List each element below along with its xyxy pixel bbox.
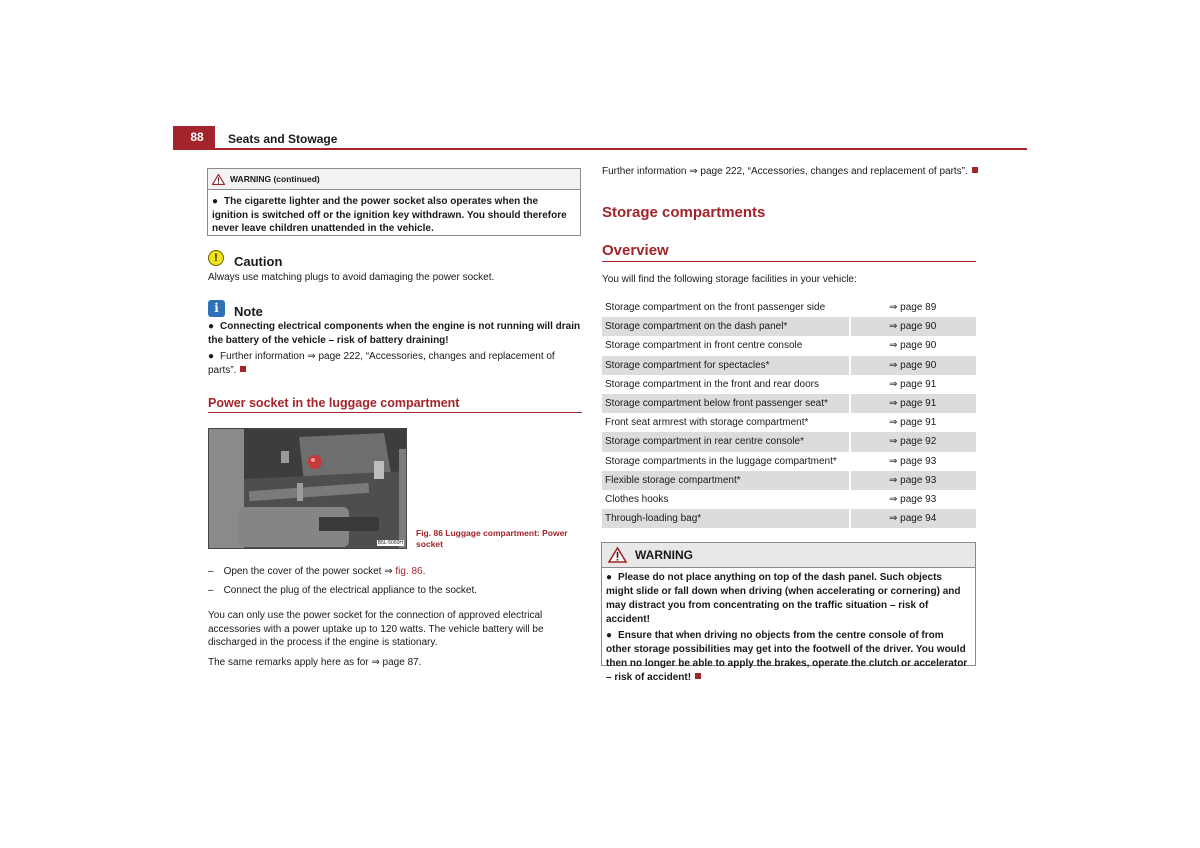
luggage-compartment-photo: [208, 428, 407, 549]
paragraph-1: You can only use the power socket for the connection of approved electrical accessories with a power uptake up to 120 watts. The vehicle battery will be discharged in the process if the engine is stationary.: [208, 610, 544, 648]
table-row: Storage compartment for spectacles* ⇒ page 90: [602, 356, 976, 375]
caution-text: Always use matching plugs to avoid damaging the power socket.: [208, 272, 495, 283]
chapter-title: Seats and Stowage: [228, 132, 338, 146]
header-rule: [173, 148, 1027, 150]
paragraph-2: The same remarks apply here as for ⇒ page 87.: [208, 657, 422, 668]
end-mark-icon: [240, 366, 246, 372]
table-row: Storage compartment in rear centre console* ⇒ page 92: [602, 432, 976, 451]
step-2: – Connect the plug of the electrical appliance to the socket.: [208, 585, 478, 596]
end-mark-icon: [695, 673, 701, 679]
storage-table: [602, 298, 976, 528]
warning-triangle-icon: [212, 174, 225, 185]
note-title: Note: [234, 304, 263, 319]
fig-86-link[interactable]: fig. 86: [395, 566, 423, 577]
warning-continued-header: [208, 169, 580, 190]
caution-title: Caution: [234, 254, 283, 269]
luggage-compartment-illustration: [209, 429, 407, 549]
intro-text: Further information ⇒ page 222, “Accessories, changes and replacement of parts”.: [602, 165, 1002, 179]
caution-icon: !: [208, 250, 224, 266]
overview-heading: Overview: [602, 242, 976, 262]
table-row: Storage compartment in front centre console ⇒ page 90: [602, 336, 976, 355]
table-row: Clothes hooks ⇒ page 93: [602, 490, 976, 509]
overview-lead: You will find the following storage facilities in your vehicle:: [602, 274, 857, 285]
warning-continued-box: [207, 168, 581, 236]
storage-compartments-heading: Storage compartments: [602, 204, 766, 221]
warning-triangle-icon: [608, 547, 627, 563]
table-row: Through-loading bag* ⇒ page 94: [602, 509, 976, 528]
table-row: Storage compartment below front passenger seat* ⇒ page 91: [602, 394, 976, 413]
table-row: Storage compartment on the front passenger side ⇒ page 89: [602, 298, 976, 317]
table-row: Storage compartment in the front and rear doors ⇒ page 91: [602, 375, 976, 394]
figure-code: B5L-5060H: [377, 540, 403, 546]
note-item-1: ● Connecting electrical components when the engine is not running will drain the battery of the vehicle – risk of battery draining!: [208, 321, 581, 346]
figure-caption: Fig. 86 Luggage compartment: Power socket: [416, 528, 568, 549]
warning-item-1: ● Please do not place anything on top of the dash panel. Such objects might slide or fall down when driving (when accelerating or cornering) and may distract you from concentrating on the traffic situation – risk of accident!: [606, 572, 961, 625]
table-row: Flexible storage compartment* ⇒ page 93: [602, 471, 976, 490]
end-mark-icon: [972, 167, 978, 173]
step-1: – Open the cover of the power socket ⇒ fig. 86.: [208, 566, 426, 577]
warning-header: [602, 543, 975, 568]
warning-box: [601, 542, 976, 683]
power-socket-heading: Power socket in the luggage compartment: [208, 396, 582, 413]
table-row: Front seat armrest with storage compartment* ⇒ page 91: [602, 413, 976, 432]
warning-continued-title: WARNING (continued): [230, 174, 320, 184]
info-icon: i: [208, 300, 225, 317]
warning-continued-text: ● The cigarette lighter and the power socket also operates when the ignition is switched off or the ignition key withdrawn. You should therefore never leave children unattended in the vehicle.: [212, 196, 567, 234]
warning-title: WARNING: [635, 548, 693, 562]
note-item-2: ● Further information ⇒ page 222, “Accessories, changes and replacement of parts”.: [208, 351, 555, 376]
warning-item-2: ● Ensure that when driving no objects from the centre console of from other storage possibilities may get into the footwell of the driver. You would then no longer be able to apply the brakes, operate the clutch or accelerator – risk of accident!: [606, 630, 968, 683]
table-row: Storage compartment on the dash panel* ⇒ page 90: [602, 317, 976, 336]
table-row: Storage compartments in the luggage compartment* ⇒ page 93: [602, 452, 976, 471]
page-number: 88: [173, 126, 215, 148]
